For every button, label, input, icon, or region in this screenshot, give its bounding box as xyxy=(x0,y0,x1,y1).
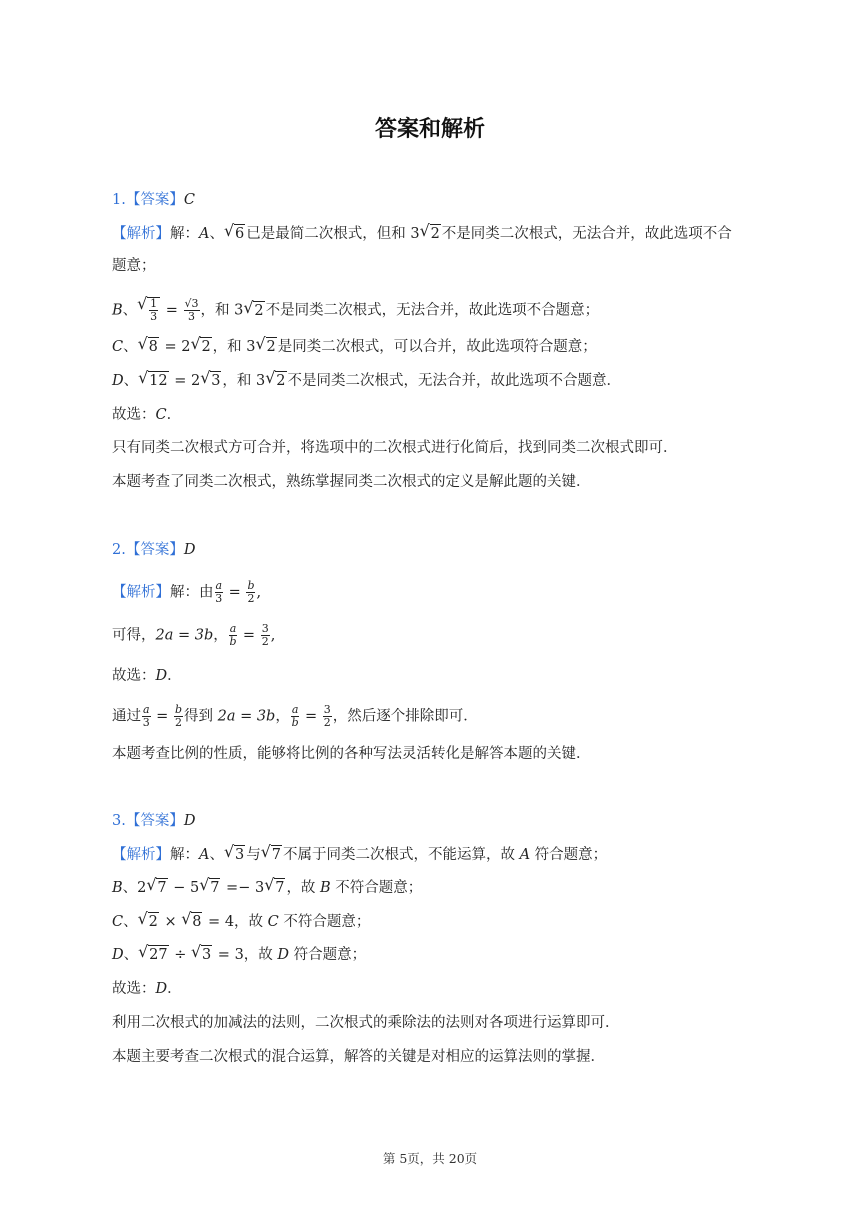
option-letter: D xyxy=(112,373,124,389)
radicand: 7 xyxy=(210,880,220,896)
sqrt-expr xyxy=(257,337,277,357)
text: 故选： xyxy=(112,668,156,684)
text: 已是最简二次根式，但和 3 xyxy=(246,226,420,242)
radicand: 2 xyxy=(201,339,211,355)
option-letter: A xyxy=(519,847,531,863)
numerator: 3 xyxy=(323,703,331,716)
text: ，故 xyxy=(286,880,321,896)
denominator: b xyxy=(229,635,237,648)
q1-note-1: 只有同类二次根式方可合并，将选项中的二次根式进行化简后，找到同类二次根式即可． xyxy=(112,440,678,456)
radicand: 7 xyxy=(157,880,167,896)
q3-option-d xyxy=(112,945,366,965)
denominator: b xyxy=(291,716,299,729)
q3-note-1: 利用二次根式的加减法的法则，二次根式的乘除法的法则对各项进行运算即可． xyxy=(112,1015,620,1031)
text: = 4，故 xyxy=(203,914,268,930)
q1-option-c xyxy=(112,337,597,357)
q3-note-2: 本题主要考查二次根式的混合运算，解答的关键是对相应的运算法则的掌握． xyxy=(112,1049,605,1065)
option-letter: B xyxy=(320,880,331,896)
sqrt-expr xyxy=(200,878,220,898)
text: ，和 3 xyxy=(200,302,244,319)
fraction xyxy=(184,298,200,323)
text: 故选： xyxy=(112,407,156,423)
radicand: 8 xyxy=(192,914,202,930)
sqrt-expr xyxy=(139,371,168,391)
text: = 2 xyxy=(169,373,201,389)
text: × xyxy=(159,914,182,930)
q2-answer-line xyxy=(112,540,195,560)
text: 通过 xyxy=(112,708,141,725)
denominator: 3 xyxy=(188,310,196,323)
q1-analysis-line-1 xyxy=(112,224,732,244)
text: ，然后逐个排除即可． xyxy=(332,708,478,725)
q3-option-c xyxy=(112,912,370,932)
fraction xyxy=(229,623,238,648)
text: 2 xyxy=(137,880,147,896)
text: 符合题意； xyxy=(289,947,367,963)
text: = xyxy=(238,627,260,644)
text: = 2 xyxy=(159,339,191,355)
numerator: b xyxy=(247,579,255,592)
text: = xyxy=(161,302,183,319)
fraction xyxy=(261,623,270,648)
text: = xyxy=(224,584,246,601)
text: ÷ xyxy=(169,947,191,963)
option-letter: C xyxy=(112,914,124,930)
q1-option-b xyxy=(112,297,599,323)
text: 得到 xyxy=(183,708,218,725)
text: ． xyxy=(167,668,182,684)
text: 故选： xyxy=(112,981,156,997)
q2-analysis-tag: 【解析】 xyxy=(112,584,170,601)
text: 、 xyxy=(209,226,224,242)
q1-note-2: 本题考查了同类二次根式，熟练掌握同类二次根式的定义是解此题的关键． xyxy=(112,474,591,490)
q2-answer-value: D xyxy=(183,542,196,558)
text: 、 xyxy=(209,847,224,863)
sqrt-expr xyxy=(192,945,212,965)
text: 、 xyxy=(123,373,139,389)
sqrt-expr xyxy=(421,224,441,244)
sqrt-expr xyxy=(266,371,286,391)
numerator: 3 xyxy=(261,622,269,635)
q3-answer-head: 3.【答案】 xyxy=(112,813,184,829)
q1-answer-line xyxy=(112,190,195,210)
sqrt-expr xyxy=(262,845,282,865)
q1-answer-value: C xyxy=(183,192,195,208)
text: 可得， xyxy=(112,627,156,644)
radicand: 3 xyxy=(201,947,212,963)
text: − 5 xyxy=(168,880,200,896)
denominator: 2 xyxy=(323,716,331,729)
q1-analysis-line-2: 题意； xyxy=(112,258,156,274)
denominator: 2 xyxy=(174,716,182,729)
equation: 2a = 3b xyxy=(217,708,276,725)
text: ，和 3 xyxy=(212,339,256,355)
text: ，和 3 xyxy=(222,373,266,389)
text: 、 xyxy=(123,914,138,930)
option-letter: C xyxy=(267,914,279,930)
denominator: 2 xyxy=(261,635,269,648)
text: , xyxy=(270,627,276,644)
text: = 3，故 xyxy=(213,947,278,963)
text: 不是同类二次根式，无法合并，故此选项不合题意； xyxy=(265,302,600,319)
text: ， xyxy=(275,708,290,725)
denominator: 2 xyxy=(247,592,255,605)
fraction xyxy=(323,704,332,729)
numerator: √3 xyxy=(184,297,199,310)
option-letter: B xyxy=(112,302,123,319)
sqrt-expr xyxy=(201,371,221,391)
radicand: 12 xyxy=(149,373,168,389)
text: 、 xyxy=(122,302,138,319)
text: ． xyxy=(167,981,182,997)
choice-letter: D xyxy=(155,981,168,997)
sqrt-expr xyxy=(265,878,285,898)
q3-analysis-tag: 【解析】 xyxy=(112,847,170,863)
denominator: 3 xyxy=(142,716,150,729)
sqrt-expr xyxy=(147,878,167,898)
radicand: 3 xyxy=(211,373,221,389)
text: 不是同类二次根式，无法合并，故此选项不合题意． xyxy=(287,373,621,389)
q3-choice xyxy=(112,979,182,999)
sqrt-expr xyxy=(244,301,264,321)
option-letter: D xyxy=(277,947,290,963)
sqrt-expr xyxy=(191,337,211,357)
q3-analysis-line-1 xyxy=(112,845,607,865)
choice-letter: C xyxy=(155,407,167,423)
text: 解： xyxy=(170,847,199,863)
option-letter: A xyxy=(199,226,210,242)
option-letter: D xyxy=(112,947,124,963)
radicand: 7 xyxy=(271,847,281,863)
radicand: 2 xyxy=(430,226,440,242)
text: 不属于同类二次根式，不能运算，故 xyxy=(282,847,520,863)
q2-answer-head: 2.【答案】 xyxy=(112,542,184,558)
q2-note: 本题考查比例的性质，能够将比例的各种写法灵活转化是解答本题的关键． xyxy=(112,746,591,762)
numerator: b xyxy=(174,703,182,716)
text: 解：由 xyxy=(170,584,214,601)
numerator: a xyxy=(291,703,299,716)
radicand: 2 xyxy=(148,914,158,930)
sqrt-expr xyxy=(139,945,168,965)
text: = xyxy=(300,708,322,725)
text: 、 xyxy=(122,880,138,896)
numerator: a xyxy=(215,579,223,592)
text: ． xyxy=(166,407,182,423)
fraction xyxy=(246,580,255,605)
q3-answer-line xyxy=(112,811,195,831)
sqrt-expr xyxy=(139,912,159,932)
q1-answer-head: 1.【答案】 xyxy=(112,192,184,208)
text: =− 3 xyxy=(221,880,265,896)
sqrt-expr xyxy=(138,297,160,323)
q2-analysis-line-1 xyxy=(112,580,261,605)
q1-choice xyxy=(112,405,181,425)
fraction xyxy=(291,704,300,729)
text: 不符合题意； xyxy=(330,880,423,896)
q2-analysis-line-2 xyxy=(112,623,275,648)
fraction xyxy=(174,704,183,729)
q3-option-b xyxy=(112,878,422,898)
sqrt-expr xyxy=(139,337,159,357)
radicand: 2 xyxy=(254,302,264,319)
text: 、 xyxy=(123,339,138,355)
numerator: a xyxy=(229,622,237,635)
page-footer: 第 5页，共 20页 xyxy=(382,1151,478,1166)
option-letter: A xyxy=(199,847,210,863)
fraction xyxy=(149,298,158,323)
radicand: 7 xyxy=(275,880,285,896)
text: 是同类二次根式，可以合并，故此选项符合题意； xyxy=(277,339,597,355)
page-title: 答案和解析 xyxy=(374,117,485,142)
radicand xyxy=(147,297,160,323)
q1-analysis-tag: 【解析】 xyxy=(112,226,170,242)
denominator: 3 xyxy=(215,592,223,605)
option-letter: B xyxy=(112,880,123,896)
radicand: 3 xyxy=(234,847,245,863)
fraction xyxy=(215,580,224,605)
choice-letter: D xyxy=(155,668,168,684)
text: 符合题意； xyxy=(530,847,608,863)
sqrt-expr xyxy=(225,224,245,244)
numerator: a xyxy=(143,703,150,716)
text: 解： xyxy=(170,226,199,242)
q1-option-d xyxy=(112,371,621,391)
text: 与 xyxy=(246,847,261,863)
text: 不符合题意； xyxy=(278,914,371,930)
sqrt-expr xyxy=(225,845,245,865)
radicand: 6 xyxy=(234,226,245,242)
q3-answer-value: D xyxy=(183,813,196,829)
text: = xyxy=(151,708,173,725)
sqrt-expr xyxy=(182,912,202,932)
fraction xyxy=(142,704,151,729)
denominator: 3 xyxy=(150,310,158,323)
radicand: 2 xyxy=(276,373,286,389)
text: , xyxy=(256,584,262,601)
text: ， xyxy=(213,627,228,644)
text: 不是同类二次根式，无法合并，故此选项不合 xyxy=(441,226,732,242)
radicand: 8 xyxy=(148,339,158,355)
q2-choice xyxy=(112,666,182,686)
radicand: 2 xyxy=(266,339,276,355)
equation: 2a = 3b xyxy=(155,627,214,644)
radicand: 27 xyxy=(149,947,168,963)
text: 、 xyxy=(123,947,139,963)
numerator: √ 1 xyxy=(150,297,158,310)
q2-explanation xyxy=(112,704,478,729)
option-letter: C xyxy=(112,339,124,355)
